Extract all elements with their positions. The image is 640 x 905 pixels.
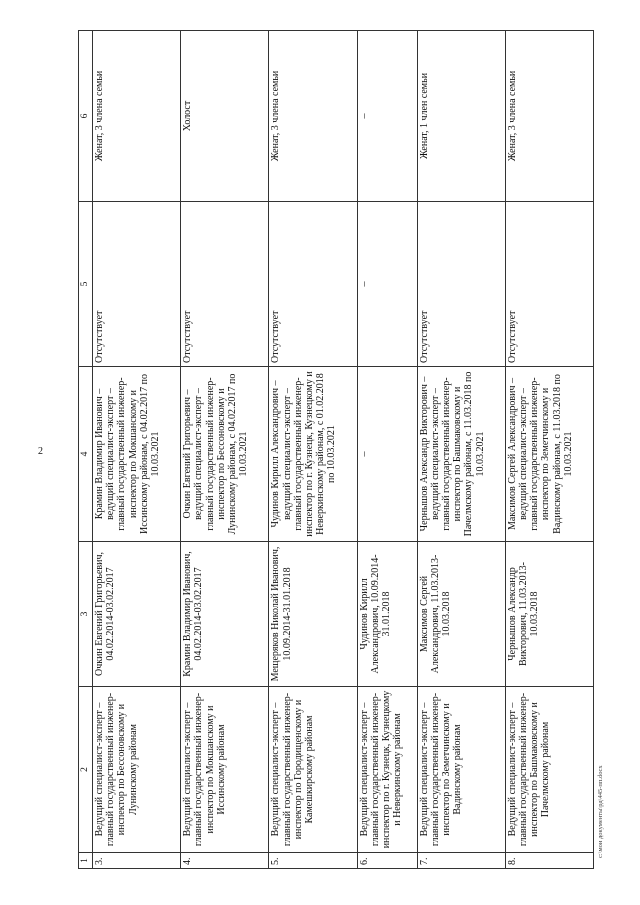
header-cell: 4 [79,367,93,542]
position-cell: Ведущий специалист-эксперт – главный государственный инженер-инспектор по Земетчинскому и Вадинскому районам [417,687,505,853]
table-row [269,31,357,869]
header-cell: 5 [79,202,93,367]
row-number: 3. [93,853,181,869]
current-holder-cell: Крамин Владимир Иванович – ведущий специалист-эксперт – главный государственный инженер-инспектор по Мокшанскому и Иссинскому районам, с 04.02.2017 по 10.03.2021 [93,367,181,542]
current-holder-cell: Чернышов Александр Викторович – ведущий специалист-эксперт – главный государственный инженер-инспектор по Башмаковскому и Пачелмскому районам, с 11.03.2018 по 10.03.2021 [417,367,505,542]
family-cell: – [357,31,417,202]
row-number: 6. [357,853,417,869]
absence-cell: Отсутствует [417,202,505,367]
table-row [505,31,593,869]
family-cell: Женат, 1 член семьи [417,31,505,202]
header-cell: 1 [79,853,93,869]
header-cell: 2 [79,687,93,853]
header-cell: 3 [79,542,93,687]
row-number: 4. [181,853,269,869]
personnel-table [78,30,594,869]
current-holder-cell: – [357,367,417,542]
footer-file-path: c:\мои документы\рд\445-пп.docx [597,765,604,858]
position-cell: Ведущий специалист-эксперт – главный государственный инженер-инспектор по г. Кузнецк, Кузнецкому и Неверкинскому районам [357,687,417,853]
family-cell: Женат, 3 члена семьи [269,31,357,202]
page-number: 2 [38,446,43,457]
row-number: 5. [269,853,357,869]
position-cell: Ведущий специалист-эксперт – главный государственный инженер-инспектор по Городищенскому и Камешкирскому районам [269,687,357,853]
header-cell: 6 [79,31,93,202]
current-holder-cell: Чудинов Кирилл Александрович – ведущий специалист-эксперт – главный государственный инженер-инспектор по г. Кузнецк, Кузнецкому и Неверкинскому районам, с 01.02.2018 по 10.03.2021 [269,367,357,542]
family-cell: Женат, 3 члена семьи [93,31,181,202]
absence-cell: Отсутствует [93,202,181,367]
rotated-table-container [78,31,594,869]
absence-cell: – [357,202,417,367]
position-cell: Ведущий специалист-эксперт – главный государственный инженер-инспектор по Башмаковскому и Пачелмскому районам [505,687,593,853]
table-row [417,31,505,869]
row-number: 8. [505,853,593,869]
previous-holder-cell: Крамин Владимир Иванович, 04.02.2014-03.02.2017 [181,542,269,687]
absence-cell: Отсутствует [505,202,593,367]
table-row [181,31,269,869]
table-row [93,31,181,869]
position-cell: Ведущий специалист-эксперт – главный государственный инженер-инспектор по Бессоновскому и Лунинскому районам [93,687,181,853]
previous-holder-cell: Чудинов Кирилл Александрович, 10.09.2014-31.01.2018 [357,542,417,687]
current-holder-cell: Очкин Евгений Григорьевич – ведущий специалист-эксперт – главный государственный инженер-инспектор по Бессоновскому и Лунинскому районам, с 04.02.2017 по 10.03.2021 [181,367,269,542]
previous-holder-cell: Очкин Евгений Григорьевич, 04.02.2014-03.02.2017 [93,542,181,687]
current-holder-cell: Максимов Сергей Александрович – ведущий специалист-эксперт – главный государственный инженер-инспектор по Земетчинскому и Вадинскому районам, с 11.03.2018 по 10.03.2021 [505,367,593,542]
previous-holder-cell: Мещеряков Николай Иванович, 10.09.2014-31.01.2018 [269,542,357,687]
family-cell: Холост [181,31,269,202]
previous-holder-cell: Максимов Сергей Александрович, 11.03.2013-10.03.2018 [417,542,505,687]
row-number: 7. [417,853,505,869]
absence-cell: Отсутствует [269,202,357,367]
family-cell: Женат, 3 члена семьи [505,31,593,202]
table-row [357,31,417,869]
absence-cell: Отсутствует [181,202,269,367]
previous-holder-cell: Чернышов Александр Викторович, 11.03.2013-10.03.2018 [505,542,593,687]
position-cell: Ведущий специалист-эксперт – главный государственный инженер-инспектор по Мокшанскому и Иссинскому районам [181,687,269,853]
header-row [79,31,93,869]
